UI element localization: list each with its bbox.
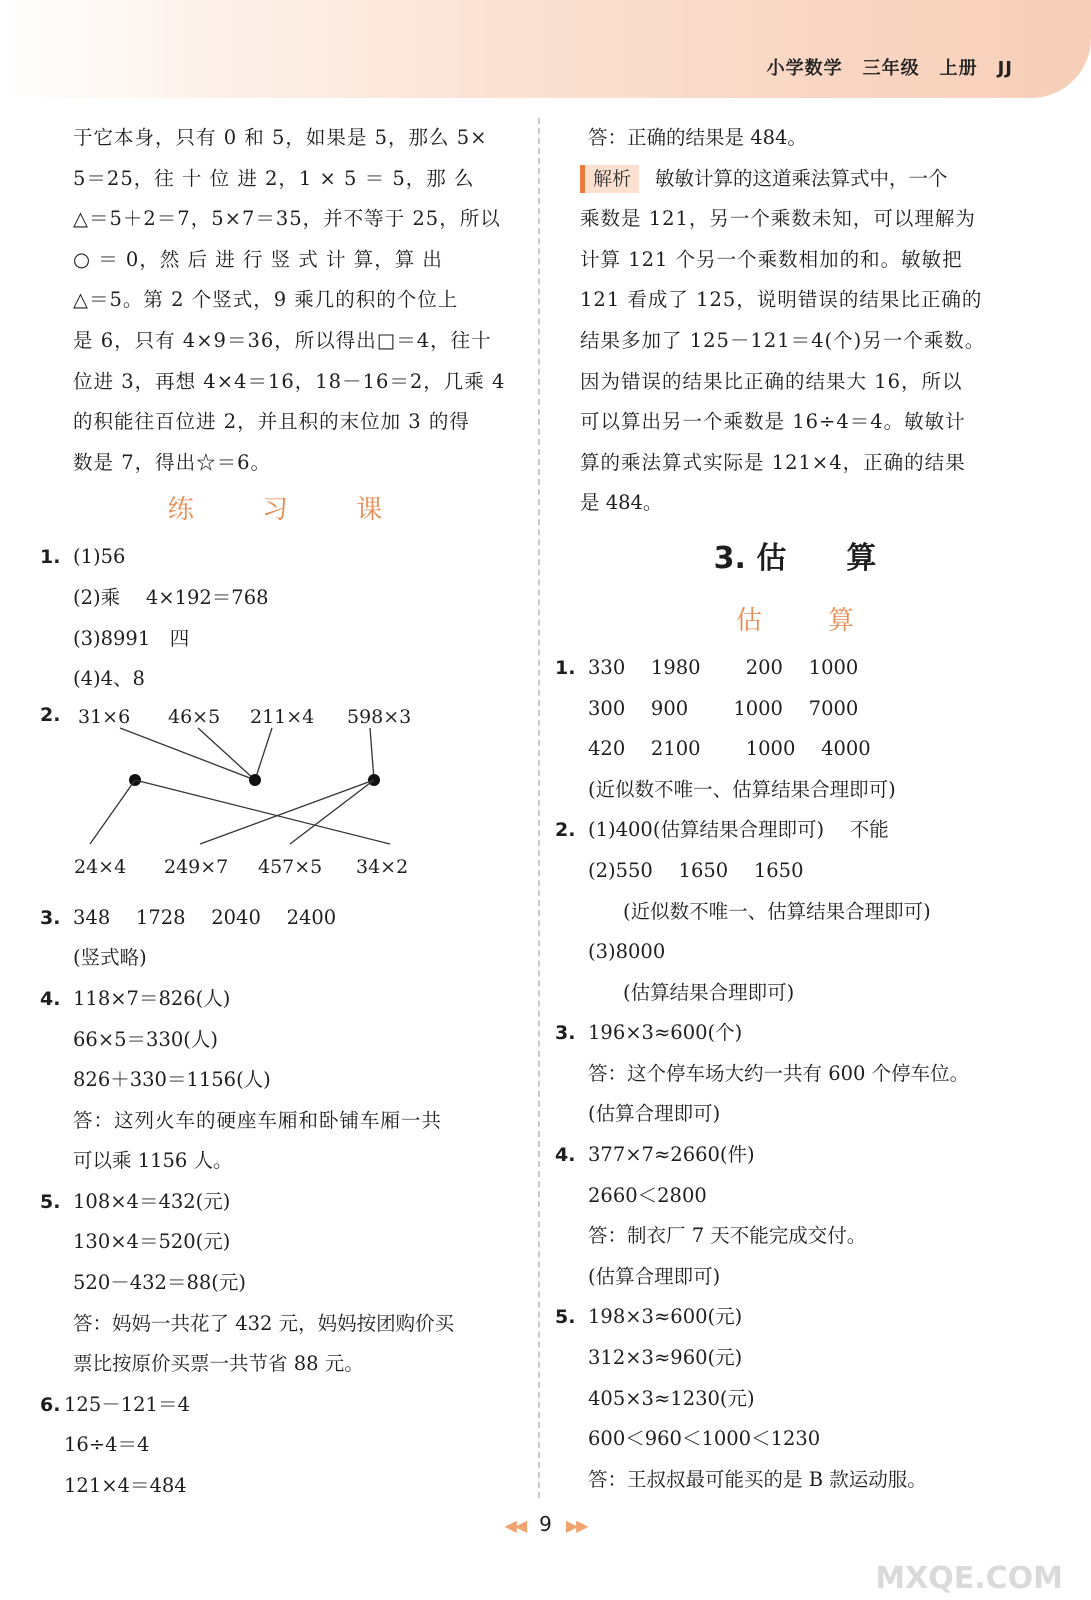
answer-line: 121×4＝484 xyxy=(64,1474,187,1498)
question-number: 5. xyxy=(555,1306,576,1329)
match-line xyxy=(120,728,255,780)
text-line: △＝5。第 2 个竖式，9 乘几的积的个位上 xyxy=(73,288,459,312)
answer-line: (2)550 1650 1650 xyxy=(588,858,804,882)
question-number: 3. xyxy=(555,1022,576,1045)
question-number: 3. xyxy=(40,906,61,929)
section-title-estimation: 估 算 xyxy=(735,605,874,636)
answer-line: 125－121＝4 xyxy=(64,1392,190,1416)
answer-line: 票比按原价买票一共节省 88 元。 xyxy=(73,1352,364,1376)
header-banner xyxy=(0,0,1091,98)
answer-line: (2)乘 4×192＝768 xyxy=(73,585,269,609)
grade: 三年级 xyxy=(862,58,920,79)
answer-line: 108×4＝432(元) xyxy=(73,1189,231,1213)
answer-line: 330 1980 200 1000 xyxy=(588,655,859,679)
match-dot xyxy=(249,774,261,786)
question-number: 6. xyxy=(40,1393,61,1416)
text-line: ○ ＝ 0，然 后 进 行 竖 式 计 算，算 出 xyxy=(73,247,443,271)
answer-line: 130×4＝520(元) xyxy=(73,1230,231,1254)
match-line xyxy=(200,780,374,844)
answer-line: 312×3≈960(元) xyxy=(588,1346,743,1370)
answer-line: 420 2100 1000 4000 xyxy=(588,737,871,761)
answer-line: (1)56 xyxy=(73,545,126,569)
answer-line: 600＜960＜1000＜1230 xyxy=(588,1427,821,1451)
answer-line: (估算合理即可) xyxy=(588,1264,721,1288)
answer-line: 826＋330＝1156(人) xyxy=(73,1068,271,1092)
question-number: 2. xyxy=(555,819,576,842)
match-top-item: 211×4 xyxy=(250,705,315,728)
question-1 xyxy=(555,648,1025,810)
match-bottom-item: 34×2 xyxy=(356,855,409,878)
text-line: 位进 3，再想 4×4＝16，18－16＝2，几乘 4 xyxy=(73,369,506,393)
text-line: 5＝25，往 十 位 进 2，1 × 5 ＝ 5，那 么 xyxy=(73,166,475,190)
match-bottom-item: 457×5 xyxy=(258,855,323,878)
analysis-badge: 解析 xyxy=(580,165,639,193)
question-number: 4. xyxy=(555,1144,576,1167)
analysis-line: 计算 121 个另一个乘数相加的和。敏敏把 xyxy=(580,247,963,271)
right-column xyxy=(555,118,1025,1500)
match-line xyxy=(135,780,390,844)
answer-line: 198×3≈600(元) xyxy=(588,1305,743,1329)
answer-line: (估算合理即可) xyxy=(588,1102,721,1126)
match-top-item: 31×6 xyxy=(78,705,131,728)
question-number: 1. xyxy=(40,546,61,569)
answer-line: 答：这个停车场大约一共有 600 个停车位。 xyxy=(588,1061,970,1085)
answer-line: 66×5＝330(人) xyxy=(73,1027,218,1051)
analysis-line: 因为错误的结果比正确的结果大 16，所以 xyxy=(580,369,963,393)
left-column xyxy=(40,118,510,1507)
match-line xyxy=(370,728,374,780)
answer-line: 348 1728 2040 2400 xyxy=(73,905,337,929)
question-5 xyxy=(555,1297,1025,1500)
answer-note: (估算结果合理即可) xyxy=(623,980,795,1004)
question-number: 4. xyxy=(40,987,61,1010)
answer-line: (1)400(估算结果合理即可) 不能 xyxy=(588,818,889,842)
edition: JJ xyxy=(997,58,1013,79)
text-line: 是 6，只有 4×9＝36，所以得出□＝4，往十 xyxy=(73,328,492,352)
analysis-line: 可以算出另一个乘数是 16÷4＝4。敏敏计 xyxy=(580,410,966,434)
answer-line: 答：王叔叔最可能买的是 B 款运动服。 xyxy=(588,1467,927,1491)
prev-arrows-icon: ◀◀ xyxy=(504,1516,526,1535)
match-line xyxy=(90,780,135,844)
analysis-line: 敏敏计算的这道乘法算式中，一个 xyxy=(655,166,948,190)
match-line xyxy=(290,780,374,844)
question-3 xyxy=(555,1013,1025,1135)
match-bottom-item: 249×7 xyxy=(164,855,229,878)
answer-line: 377×7≈2660(件) xyxy=(588,1143,755,1167)
match-top-item: 46×5 xyxy=(168,705,221,728)
answer-line: 405×3≈1230(元) xyxy=(588,1386,755,1410)
question-4 xyxy=(555,1135,1025,1297)
question-2 xyxy=(555,810,1025,1013)
analysis-line: 结果多加了 125－121＝4(个)另一个乘数。 xyxy=(580,328,986,352)
answer-line: (3)8000 xyxy=(588,940,666,964)
analysis-line: 是 484。 xyxy=(580,491,663,515)
answer-line: 118×7＝826(人) xyxy=(73,986,231,1010)
analysis-line: 乘数是 121，另一个乘数未知，可以理解为 xyxy=(580,207,976,231)
match-line xyxy=(255,728,272,780)
next-arrows-icon: ▶▶ xyxy=(565,1516,587,1535)
text-line: 于它本身，只有 0 和 5，如果是 5，那么 5× xyxy=(73,126,488,149)
page-number: 9 xyxy=(539,1512,552,1536)
page-footer xyxy=(0,1512,1091,1536)
text-line: 的积能往百位进 2，并且积的末位加 3 的得 xyxy=(73,410,470,434)
question-2 xyxy=(40,700,510,898)
answer-line: 520－432＝88(元) xyxy=(73,1271,246,1295)
question-number: 1. xyxy=(555,656,576,679)
question-number: 5. xyxy=(40,1190,61,1213)
answer-line: (竖式略) xyxy=(73,946,147,970)
analysis-block xyxy=(555,159,1025,524)
text-line: △＝5＋2＝7，5×7＝35，并不等于 25，所以 xyxy=(73,207,501,231)
analysis-line: 算的乘法算式实际是 121×4，正确的结果 xyxy=(580,450,966,474)
intro-paragraph xyxy=(40,118,510,483)
answer-line: 16÷4＝4 xyxy=(64,1433,150,1457)
question-6 xyxy=(40,1385,510,1507)
book-title xyxy=(747,54,1013,80)
match-bottom-item: 24×4 xyxy=(74,855,127,878)
answer-line: 答：这列火车的硬座车厢和卧铺车厢一共 xyxy=(73,1108,443,1132)
question-3 xyxy=(40,898,510,979)
answer-note: (近似数不唯一、估算结果合理即可) xyxy=(623,899,931,923)
chapter-title: 3. 估 算 xyxy=(713,540,877,576)
watermark: MXQE.COM xyxy=(875,1561,1063,1596)
section-title-practice: 练 习 课 xyxy=(167,495,413,526)
answer-line: (近似数不唯一、估算结果合理即可) xyxy=(588,777,896,801)
question-5 xyxy=(40,1182,510,1385)
column-divider xyxy=(538,118,540,1498)
question-1 xyxy=(40,537,510,699)
answer-line: (4)4、8 xyxy=(73,667,145,691)
answer-line: 300 900 1000 7000 xyxy=(588,696,859,720)
answer-line: (3)8991 四 xyxy=(73,626,190,650)
match-top-item: 598×3 xyxy=(347,705,412,728)
answer-line: 可以乘 1156 人。 xyxy=(73,1149,233,1173)
match-line xyxy=(198,728,255,780)
question-4 xyxy=(40,979,510,1182)
answer-line: 答：正确的结果是 484。 xyxy=(588,126,807,149)
answer-line: 2660＜2800 xyxy=(588,1183,707,1207)
answer-line: 196×3≈600(个) xyxy=(588,1021,743,1045)
answer-line: 答：妈妈一共花了 432 元，妈妈按团购价买 xyxy=(73,1311,455,1335)
subject: 小学数学 xyxy=(766,58,843,79)
question-number: 2. xyxy=(40,703,61,726)
answer-line: 答：制衣厂 7 天不能完成交付。 xyxy=(588,1224,867,1248)
text-line: 数是 7，得出☆＝6。 xyxy=(73,450,272,474)
analysis-line: 121 看成了 125，说明错误的结果比正确的 xyxy=(580,288,983,312)
volume: 上册 xyxy=(939,58,978,79)
